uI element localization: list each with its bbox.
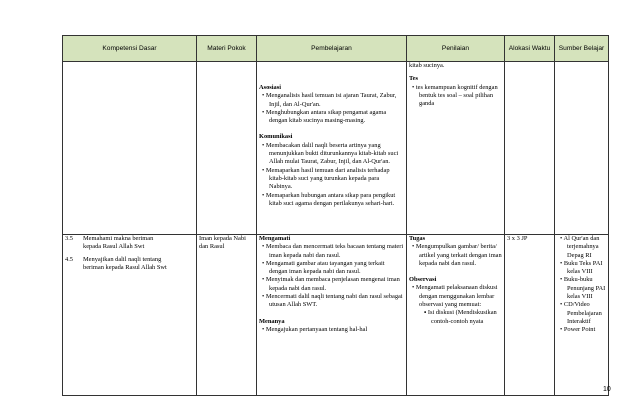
asosiasi-heading: Asosiasi xyxy=(259,84,282,91)
list-item: • Mengumpulkan gambar/ berita/ artikel yang terkait dengan iman kepada nabi dan rasul. xyxy=(412,243,502,267)
list-item: • Menyimak dan membaca penjelasan mengenai iman kepada nabi dan rasul. xyxy=(262,276,400,292)
list-item: • Buku Teks PAI kelas VIII xyxy=(560,259,603,276)
kd-cell xyxy=(63,62,197,235)
pembelajaran-cell xyxy=(257,235,407,396)
list-item: • Memaparkan hubungan antara sikap para pengikut kitab suci agama dengan perilakunya sehari-hari. xyxy=(262,191,396,207)
list-item: • Membaca dan mencermati teks bacaan tentang materi iman kepada nabi dan rasul. xyxy=(262,243,404,259)
list-item: • Mengajukan pertanyaan tentang hal-hal xyxy=(262,325,368,333)
list-item: • Al Qur'an dan terjemahnya Depag RI xyxy=(560,235,600,259)
list-item: • tes kemampuan kognitif dengan bentuk tes soal – soal pilihan ganda xyxy=(412,83,498,108)
table-row xyxy=(63,235,609,396)
header-materi-pokok: Materi Pokok xyxy=(197,36,257,62)
alokasi-cell xyxy=(505,62,555,235)
kd-item: 4.5 Menyajikan dalil naqli tentang beriman kepada Rasul Allah Swt xyxy=(65,255,167,271)
page-number: 10 xyxy=(603,386,611,393)
penilaian-cell xyxy=(407,62,505,235)
list-item: • Buku-buku Penunjang PAI kelas VIII xyxy=(560,276,606,301)
list-item: • Mengamati gambar atau tayangan yang terkait dengan iman kepada nabi dan rasul. xyxy=(262,259,385,276)
sumber-cell xyxy=(555,235,609,396)
header-kompetensi-dasar: Kompetensi Dasar xyxy=(63,36,197,62)
komunikasi-heading: Komunikasi xyxy=(259,133,293,141)
list-item: • Membacakan dalil naqli beserta artinya yang menunjukkan bukti diturunkannya kitab-kitab suci Allah mulai Taurat, Zabur, Injil, dan Al-Qur'an. xyxy=(262,141,399,166)
list-item: • CD/Video Pembelajaran Interaktif xyxy=(560,301,602,325)
list-item: • Mencermati dalil naqli tentang nabi dan rasul sebagai utusan Allah SWT. xyxy=(262,293,403,309)
tes-heading: Tes xyxy=(409,75,418,83)
materi-cell: Iman kepada Nabi dan Rasul xyxy=(197,235,257,396)
sumber-cell xyxy=(555,62,609,235)
observasi-heading: Observasi xyxy=(409,276,437,284)
list-item: • Power Point xyxy=(560,326,596,334)
penilaian-cell xyxy=(407,235,505,396)
kd-item: 3.5 Memahami makna beriman kepada Rasul Allah Swt xyxy=(65,235,154,251)
header-sumber-belajar: Sumber Belajar xyxy=(555,36,609,62)
tugas-heading: Tugas xyxy=(409,235,426,242)
list-item: • Menghubungkan antara sikap pengamat agama dengan kitab sucinya masing-masing. xyxy=(262,108,387,125)
list-item: • Memaparkan hasil temuan dari analisis terhadap kitab-kitab suci yang turunkan kepada para Nabinya. xyxy=(262,166,390,191)
header-penilaian: Penilaian xyxy=(407,36,505,62)
list-item: • Mengamati pelaksanaan diskusi dengan menggunakan lembar observasi yang memuat: xyxy=(412,284,498,309)
list-item: • Menganalisis hasil temuan isi ajaran Taurat, Zabur, Injil, dan Al-Qur'an. xyxy=(262,92,397,108)
menanya-heading: Menanya xyxy=(259,317,285,325)
alokasi-cell: 3 x 3 JP xyxy=(505,235,555,396)
list-sub-item: ▪ Isi diskusi (Mendiskusikan contoh-contoh nyata xyxy=(424,309,497,325)
table-header-row xyxy=(63,36,609,62)
materi-cell xyxy=(197,62,257,235)
header-alokasi-waktu: Alokasi Waktu xyxy=(505,36,555,62)
kd-cell xyxy=(63,235,197,396)
penilaian-continuation: kitab sucinya. xyxy=(409,62,445,69)
header-pembelajaran: Pembelajaran xyxy=(257,36,407,62)
table-row xyxy=(63,62,609,235)
lesson-plan-table xyxy=(62,35,609,396)
mengamati-heading: Mengamati xyxy=(259,235,291,242)
pembelajaran-cell xyxy=(257,62,407,235)
